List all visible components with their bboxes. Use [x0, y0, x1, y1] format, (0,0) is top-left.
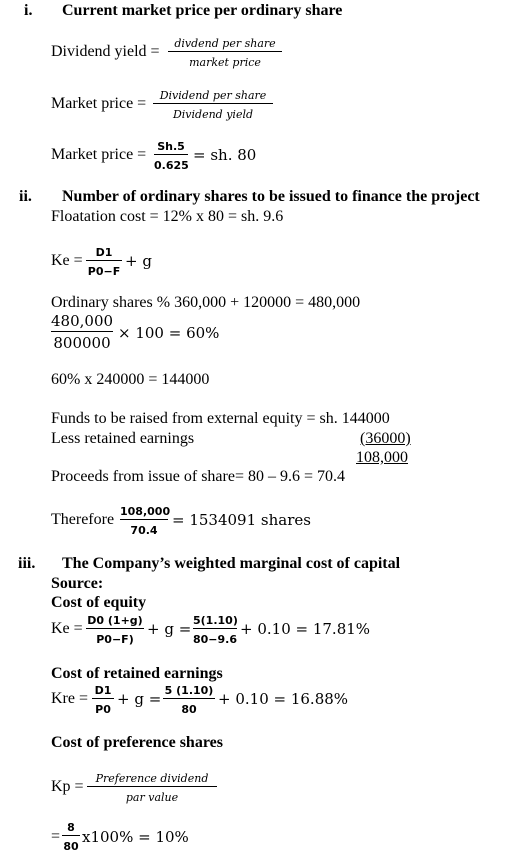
section-number-iii: iii. [18, 555, 36, 572]
fraction-numerator: 480,000 [51, 312, 114, 330]
fraction-denominator: 80−9.6 [193, 633, 238, 646]
section-number-i: i. [24, 2, 33, 19]
fraction-bar [87, 786, 217, 787]
ratio-fraction [51, 312, 113, 352]
section-heading-iii: The Company’s weighted marginal cost of capital [62, 555, 401, 572]
fraction-bar [163, 698, 215, 699]
fraction-denominator: 80 [63, 840, 79, 853]
flotation-cost-line: Floatation cost = 12% x 80 = sh. 9.6 [51, 208, 284, 225]
therefore-fraction [120, 502, 171, 538]
fraction-numerator: D1 [95, 246, 113, 259]
coe-fraction-2 [193, 611, 237, 647]
less-retained-value: (36000) [360, 430, 411, 447]
cre-fraction-1 [92, 681, 114, 717]
fraction-bar [120, 519, 168, 520]
fraction-numerator: Sh.5 [157, 140, 185, 153]
ke-fraction [86, 243, 122, 279]
coe-mid: + g = [147, 620, 192, 638]
fraction-denominator: par value [125, 791, 179, 804]
cre-fraction-2 [163, 681, 215, 717]
fraction-denominator: Dividend yield [172, 108, 254, 121]
kp-label: Kp = [51, 778, 84, 795]
fraction-numerator: 5(1.10) [193, 614, 238, 627]
coe-fraction-1 [86, 611, 144, 647]
proceeds-line: Proceeds from issue of share= 80 – 9.6 = 70.4 [51, 468, 345, 485]
section-heading-ii: Number of ordinary shares to be issued to finance the project [62, 188, 480, 205]
fraction-bar [86, 628, 144, 629]
fraction-denominator: market price [189, 56, 261, 69]
cre-mid: + g = [117, 690, 162, 708]
market-price-fraction-1 [153, 86, 273, 122]
fraction-denominator: P0 [95, 703, 111, 716]
dividend-yield-fraction [168, 34, 282, 70]
final-equals: = [51, 828, 61, 845]
ke-tail: + g [125, 252, 152, 270]
funds-line: Funds to be raised from external equity = sh. 144000 [51, 410, 390, 427]
fraction-numerator: D1 [94, 684, 112, 697]
ratio-tail: × 100 = 60% [118, 324, 220, 342]
market-price-label-2: Market price = [51, 146, 147, 163]
fraction-numerator: 5 (1.10) [164, 684, 214, 697]
fraction-denominator: P0−F) [96, 633, 134, 646]
percentage-line: 60% x 240000 = 144000 [51, 371, 210, 388]
fraction-bar [86, 260, 122, 261]
kp-fraction [87, 769, 217, 805]
section-heading-i: Current market price per ordinary share [62, 2, 343, 19]
cost-of-equity-title: Cost of equity [51, 594, 147, 611]
fraction-numerator: 8 [67, 821, 75, 834]
fraction-numerator: Preference dividend [95, 772, 209, 785]
cre-result: + 0.10 = 16.88% [218, 690, 349, 708]
ke-label: Ke = [51, 252, 83, 269]
fraction-denominator: 70.4 [130, 524, 158, 537]
source-label: Source: [51, 575, 104, 592]
cre-label: Kre = [51, 690, 89, 707]
fraction-bar [193, 628, 237, 629]
fraction-denominator: 80 [181, 703, 197, 716]
net-value: 108,000 [356, 449, 408, 466]
cost-of-preference-title: Cost of preference shares [51, 734, 223, 751]
final-fraction [62, 819, 80, 853]
fraction-bar [153, 103, 273, 104]
ordinary-shares-line: Ordinary shares % 360,000 + 120000 = 480,000 [51, 294, 361, 311]
coe-label: Ke = [51, 620, 83, 637]
less-retained-label: Less retained earnings [51, 430, 195, 447]
fraction-bar [51, 331, 113, 332]
fraction-bar [92, 698, 114, 699]
market-price-result: = sh. 80 [193, 146, 257, 164]
market-price-label-1: Market price = [51, 95, 147, 112]
section-number-ii: ii. [19, 188, 32, 205]
therefore-label: Therefore [51, 511, 115, 528]
fraction-denominator: P0−F [87, 265, 121, 278]
dividend-yield-label: Dividend yield = [51, 43, 160, 60]
fraction-bar [154, 154, 188, 155]
fraction-numerator: Dividend per share [159, 89, 267, 102]
fraction-numerator: D0 (1+g) [87, 614, 143, 627]
fraction-denominator: 0.625 [154, 159, 189, 172]
cost-of-retained-title: Cost of retained earnings [51, 665, 223, 682]
fraction-bar [168, 51, 282, 52]
market-price-fraction-2 [154, 137, 188, 173]
fraction-numerator: 108,000 [120, 505, 171, 518]
fraction-numerator: divdend per share [174, 37, 276, 50]
coe-result: + 0.10 = 17.81% [240, 620, 371, 638]
final-result: x100% = 10% [82, 828, 189, 846]
therefore-result: = 1534091 shares [172, 511, 311, 529]
fraction-denominator: 800000 [53, 334, 111, 352]
fraction-bar [62, 835, 80, 836]
